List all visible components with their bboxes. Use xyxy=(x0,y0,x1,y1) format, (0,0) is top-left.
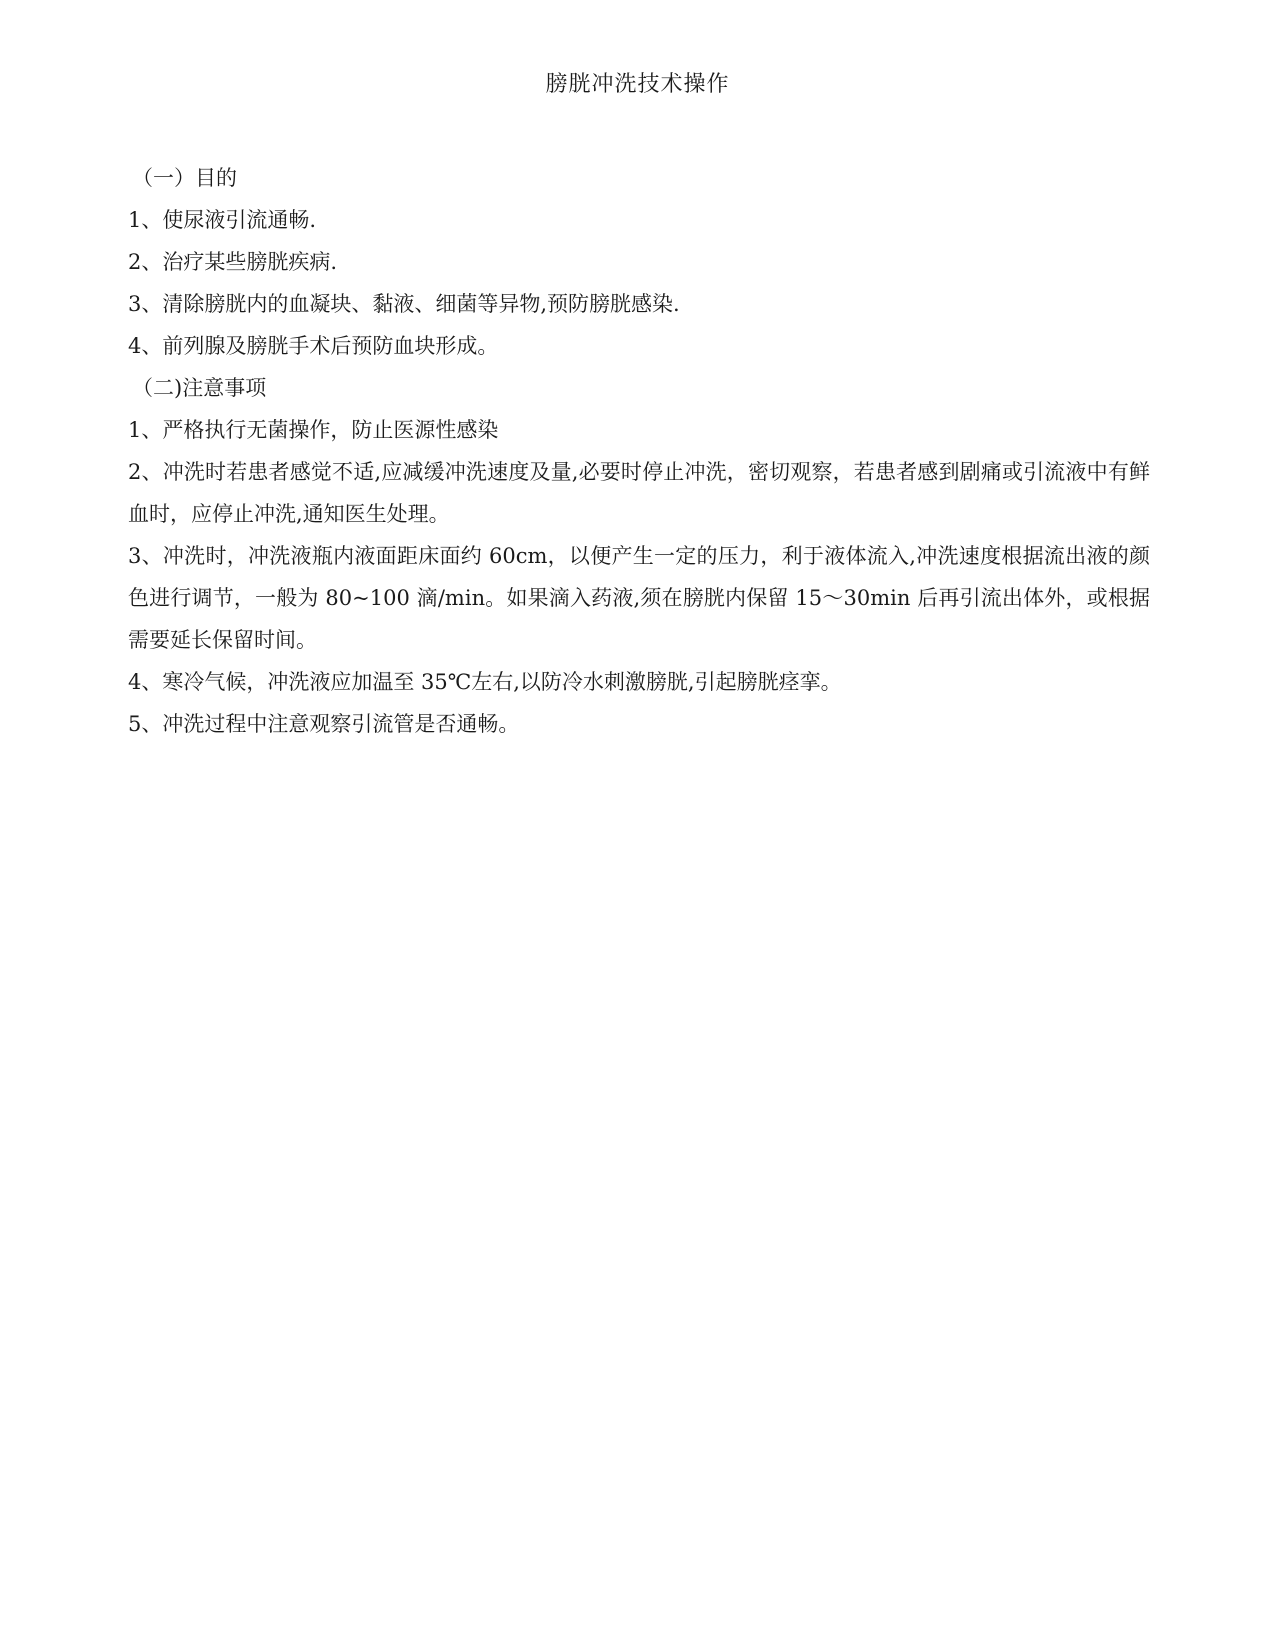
list-item: 2、治疗某些膀胱疾病. xyxy=(128,250,338,274)
list-item: 5、冲洗过程中注意观察引流管是否通畅。 xyxy=(128,712,520,736)
list-item: 2、冲洗时若患者感觉不适,应减缓冲洗速度及量,必要时停止冲洗，密切观察，若患者感到剧痛或引流液中有鲜血时，应停止冲洗,通知医生处理。 xyxy=(128,460,1150,526)
section-heading-precautions: （二)注意事项 xyxy=(132,376,267,400)
list-item: 4、前列腺及膀胱手术后预防血块形成。 xyxy=(128,334,499,358)
list-item: 1、使尿液引流通畅. xyxy=(128,208,317,232)
document-body xyxy=(128,157,1150,745)
list-item: 1、严格执行无菌操作，防止医源性感染 xyxy=(128,418,499,442)
list-item: 3、清除膀胱内的血凝块、黏液、细菌等异物,预防膀胱感染. xyxy=(128,292,680,316)
list-item: 4、寒冷气候，冲洗液应加温至 35℃左右,以防冷水刺激膀胱,引起膀胱痉挛。 xyxy=(128,670,842,694)
document-title: 膀胱冲洗技术操作 xyxy=(545,72,730,97)
section-heading-purpose: （一）目的 xyxy=(132,166,237,190)
list-item: 3、冲洗时，冲洗液瓶内液面距床面约 60cm，以便产生一定的压力，利于液体流入,冲洗速度根据流出液的颜色进行调节，一般为 80~100 滴/min。如果滴入药液,须在膀胱内保留 15～30min 后再引流出体外，或根据需要延长保留时间。 xyxy=(128,544,1150,652)
